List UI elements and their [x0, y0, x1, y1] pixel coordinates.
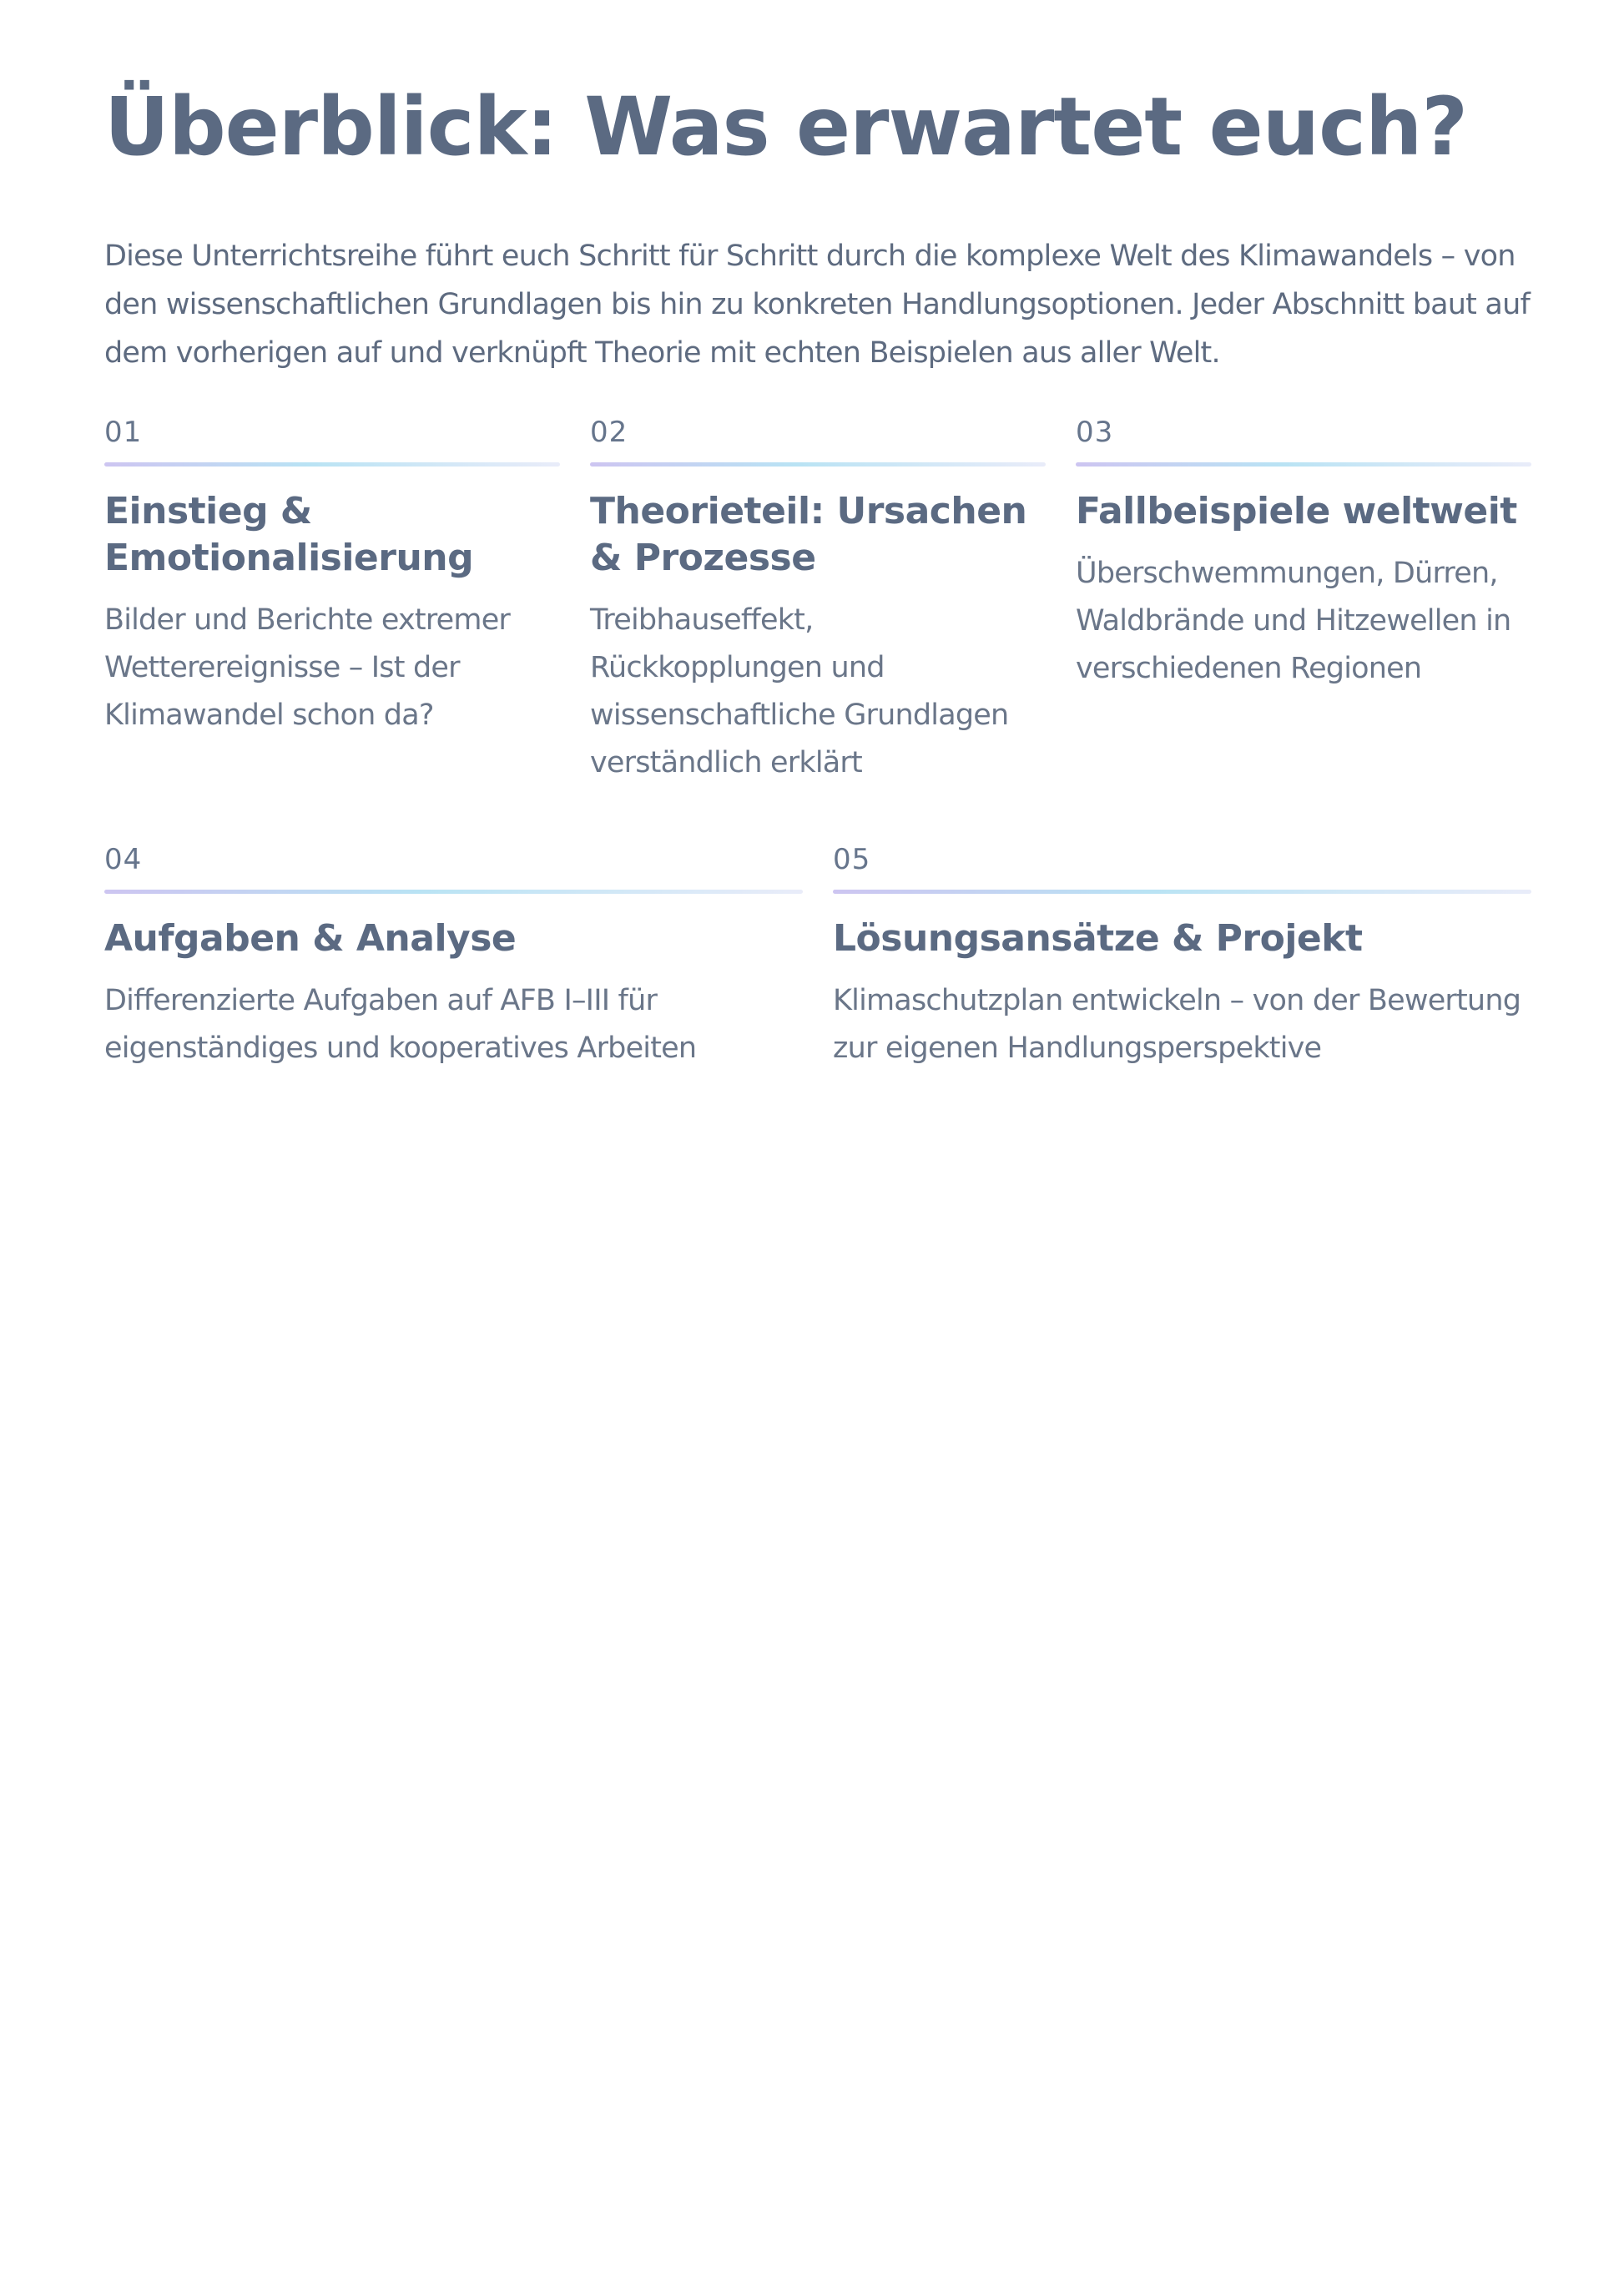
- section-title: Lösungsansätze & Projekt: [833, 917, 1363, 960]
- section-card-02: [590, 412, 1046, 787]
- page-title: Überblick: Was erwartet euch?: [104, 80, 1467, 174]
- section-card-04: [104, 840, 803, 1072]
- section-number: 01: [104, 416, 143, 449]
- sections-row-1: [104, 412, 1531, 787]
- intro-paragraph: Diese Unterrichtsreihe führt euch Schritt für Schritt durch die komplexe Welt des Klimawandels – von den wissenschaftlichen Grundlagen bis hin zu konkreten Handlungsoptionen. Jeder Abschnitt baut auf dem vorherigen auf und verknüpft Theorie mit echten Beispielen aus aller Welt.: [104, 240, 1530, 370]
- section-description: Differenzierte Aufgaben auf AFB I–III für eigenständiges und kooperatives Arbeiten: [104, 984, 697, 1065]
- section-card-03: [1076, 412, 1531, 787]
- section-number: 04: [104, 843, 143, 876]
- sections-row-2: [104, 840, 1531, 1072]
- section-title: Aufgaben & Analyse: [104, 917, 517, 960]
- section-number: 03: [1076, 416, 1114, 449]
- section-divider: [104, 890, 803, 894]
- section-title: Theorieteil: Ursachen & Prozesse: [590, 490, 1027, 579]
- section-number: 02: [590, 416, 628, 449]
- section-description: Treibhauseffekt, Rückkopplungen und wissenschaftliche Grundlagen verständlich erklärt: [590, 603, 1009, 779]
- section-divider: [104, 462, 560, 467]
- section-card-05: [833, 840, 1531, 1072]
- section-number: 05: [833, 843, 871, 876]
- section-description: Klimaschutzplan entwickeln – von der Bewertung zur eigenen Handlungsperspektive: [833, 984, 1521, 1065]
- section-description: Bilder und Berichte extremer Wetterereignisse – Ist der Klimawandel schon da?: [104, 603, 511, 732]
- section-title: Fallbeispiele weltweit: [1076, 490, 1517, 532]
- section-divider: [1076, 462, 1531, 467]
- section-card-01: [104, 412, 560, 787]
- section-divider: [590, 462, 1046, 467]
- section-divider: [833, 890, 1531, 894]
- section-description: Überschwemmungen, Dürren, Waldbrände und Hitzewellen in verschiedenen Regionen: [1076, 557, 1511, 685]
- section-title: Einstieg & Emotionalisierung: [104, 490, 474, 579]
